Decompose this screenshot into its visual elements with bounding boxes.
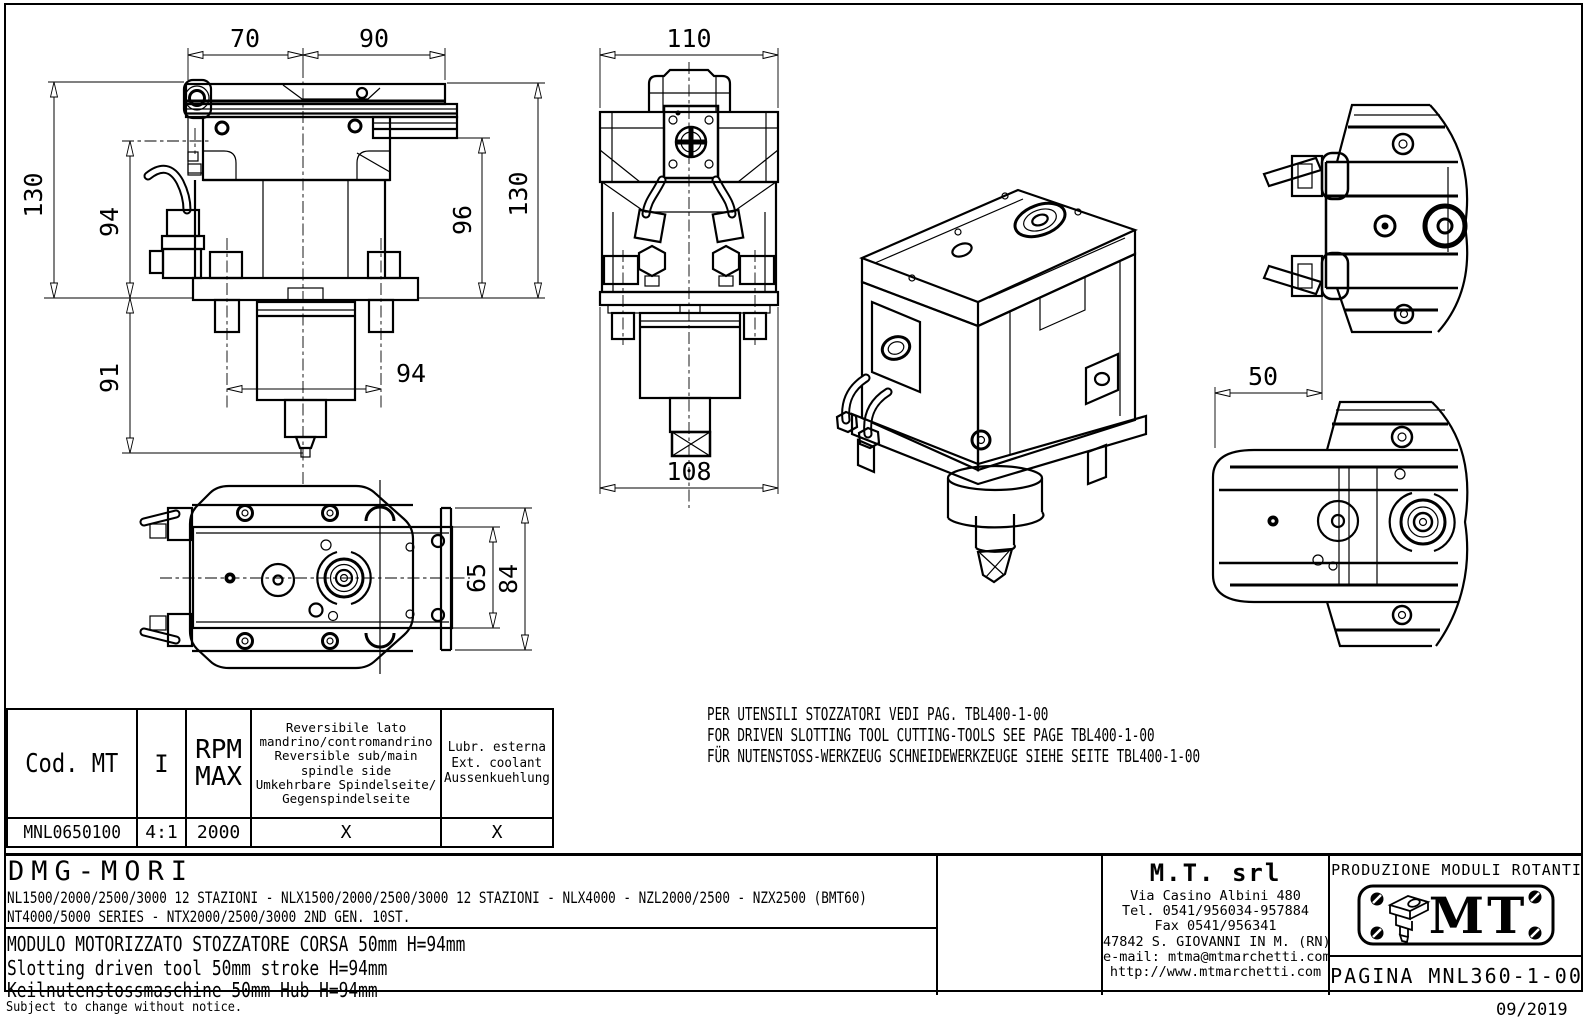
title-block [4,853,1583,1002]
dim-bottom-height-84: 84 [494,563,523,595]
page-reference: PAGINA MNL360-1-00 [1330,955,1583,995]
manufacturer-city: 47842 S. GIOVANNI IN M. (RN) [1103,933,1331,950]
dim-front-height-130-left: 130 [19,172,48,218]
spec-header-code: Cod. MT [25,748,119,779]
reference-notes [707,705,1392,767]
module-title-english: Slotting driven tool 50mm stroke H=94mm [7,956,388,980]
machine-list-line2: NT4000/5000 SERIES - NTX2000/2500/3000 2ND GEN. 10ST. [7,906,411,926]
note-german: FÜR NUTENSTOSS-WERKZEUG SCHNEIDEWERKZEUGE SIEHE SEITE TBL400-1-00 [707,746,1201,767]
spec-col-rpm [187,710,252,846]
spec-value-ratio: 4:1 [145,822,178,843]
dim-bottom-height-65: 65 [462,562,491,594]
stroke-dimension [1215,295,1322,448]
disclaimer: Subject to change without notice. [6,999,243,1015]
dim-front-height-91: 91 [95,362,124,394]
dim-front-height-94: 94 [95,206,124,238]
manufacturer-cell [1103,856,1330,995]
dim-front-width-70: 70 [229,24,261,53]
isometric-view [837,190,1146,582]
side-view [600,62,778,508]
spec-value-reversible: X [340,822,352,843]
mt-logo [1356,883,1556,949]
logo-banner: PRODUZIONE MODULI ROTANTI [1331,861,1582,879]
module-title-italian: MODULO MOTORIZZATO STOZZATORE CORSA 50mm H=94mm [7,932,466,956]
module-title-german: Keilnutenstossmaschine 50mm Hub H=94mm [7,978,378,1002]
spec-header-ratio: I [154,749,169,778]
title-block-left [4,856,938,1002]
spec-header-rpm-1: RPM [195,734,243,765]
logo-cell [1330,856,1583,995]
spec-header-rpm-2: MAX [195,761,243,792]
front-view [122,66,457,470]
spec-value-rpm: 2000 [196,822,241,843]
spec-col-reversible: Reversibile lato mandrino/contromandrino Reversible sub/main spindle side Umkehrbare Spindelseite/ Gegenspindelseite X [252,710,442,846]
spec-col-coolant: Lubr. esterna Ext. coolant Aussenkuehlung X [442,710,552,846]
manufacturer-tel: Tel. 0541/956034-957884 [1122,903,1309,920]
logo-module-glyph [1390,896,1428,942]
revision-date: 09/2019 [1496,1000,1568,1020]
dim-front-height-96: 96 [448,204,477,236]
bottom-view-dimensions [452,508,532,650]
note-english: FOR DRIVEN SLOTTING TOOL CUTTING-TOOLS SEE PAGE TBL400-1-00 [707,725,1155,746]
manufacturer-fax: Fax 0541/956341 [1154,918,1277,935]
dim-front-stud-span-94: 94 [396,359,427,388]
logo-text: MT [1428,886,1528,945]
manufacturer-address: Via Casino Albini 480 [1130,888,1301,904]
note-italian: PER UTENSILI STOZZATORI VEDI PAG. TBL400-1-00 [707,705,1049,725]
spec-table [6,708,554,848]
spec-value-code: MNL0650100 [23,822,121,843]
dim-side-width-108: 108 [666,457,712,486]
manufacturer-web: http://www.mtmarchetti.com [1109,964,1322,981]
front-view-dimensions [19,24,545,453]
manufacturer-email: e-mail: mtma@mtmarchetti.com [1103,948,1331,965]
manufacturer-name: M.T. srl [1149,859,1282,887]
title-divider [4,927,936,929]
machine-list-line1: NL1500/2000/2500/3000 12 STAZIONI - NLX1500/2000/2500/3000 12 STAZIONI - NLX4000 - NZL2000/2500 - NZX2500 (BMT60) [7,888,867,907]
dim-side-width-110: 110 [666,24,712,53]
bottom-view [144,472,470,674]
dim-front-width-90: 90 [358,24,390,53]
dim-front-height-130-right: 130 [504,171,533,217]
brand-name: DMG-MORI [8,856,195,887]
spec-col-code [8,710,138,846]
dim-stroke-50: 50 [1247,362,1279,391]
spec-col-ratio [138,710,187,846]
spec-value-coolant: X [491,822,503,843]
